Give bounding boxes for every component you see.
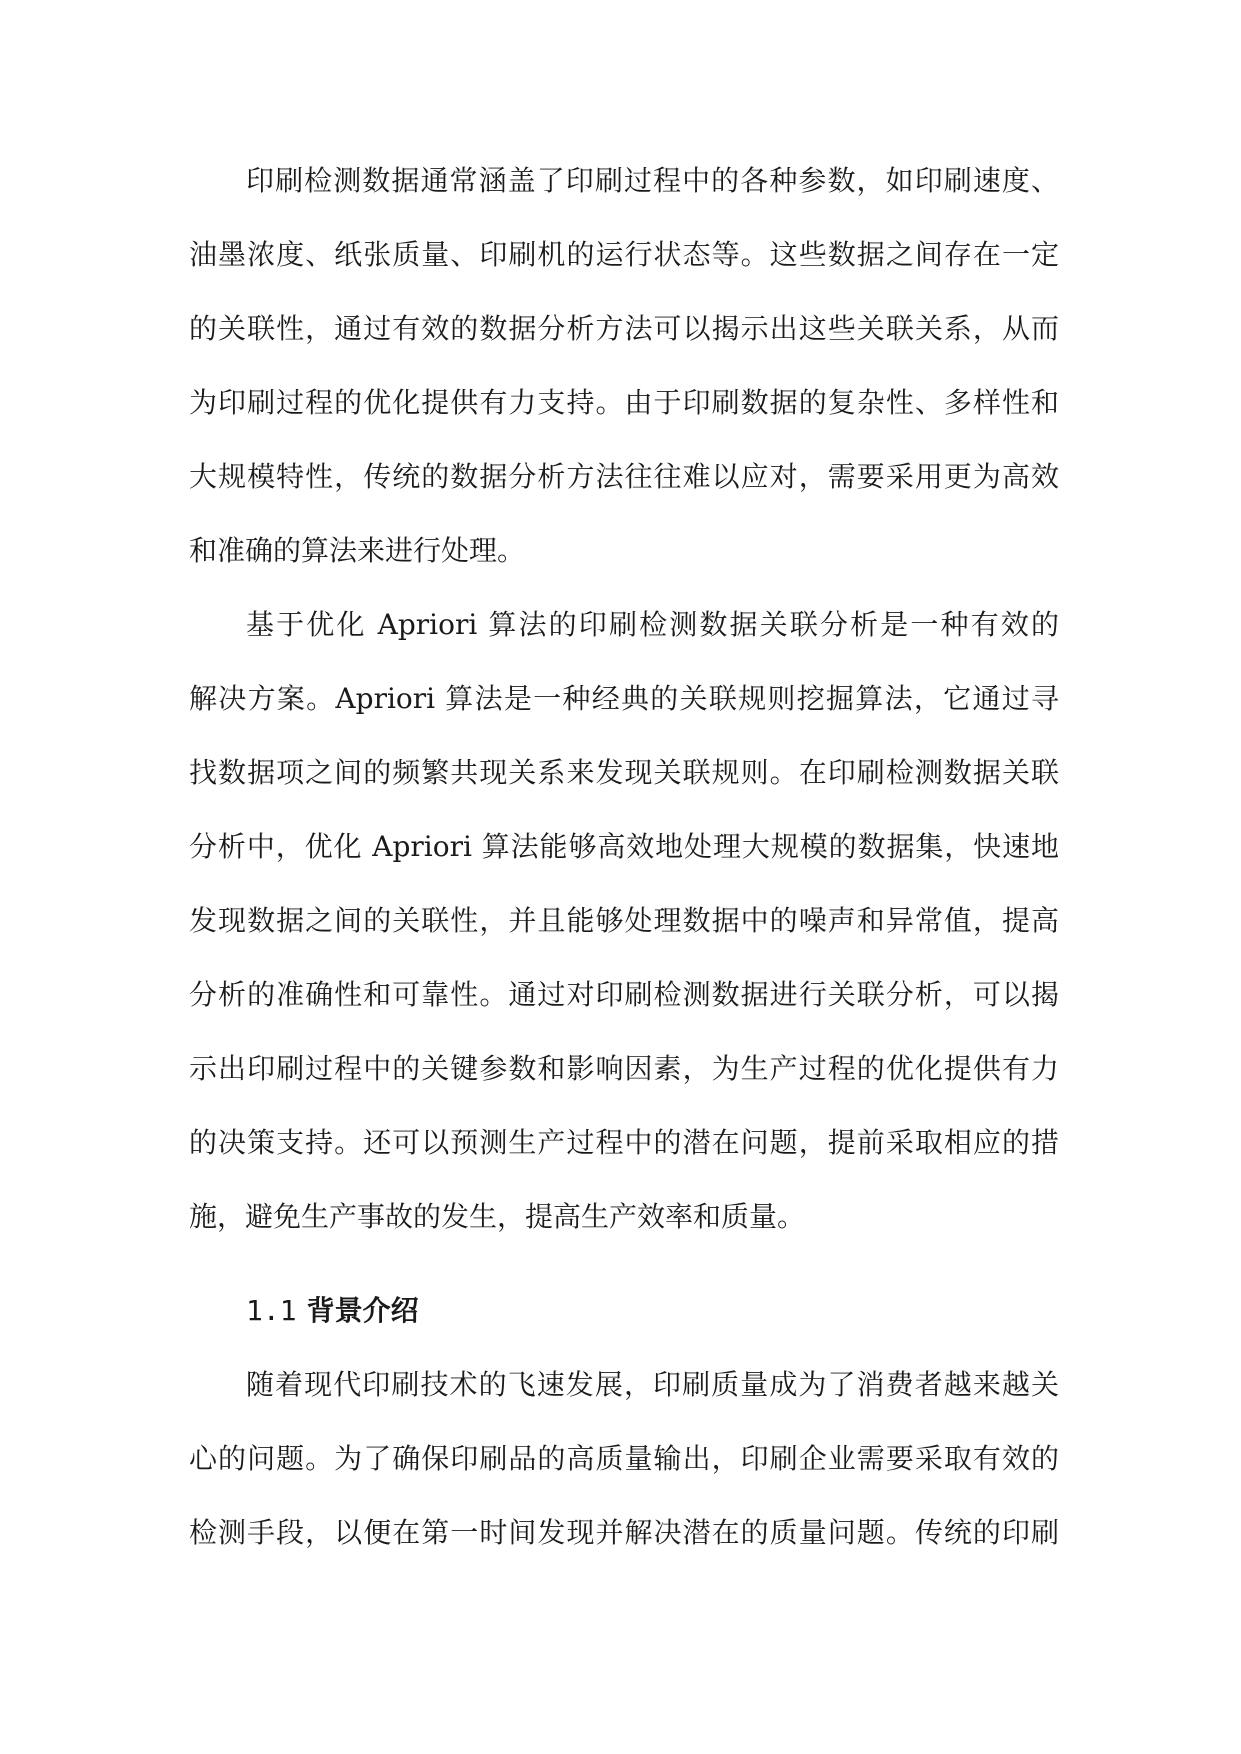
paragraph-2 [189,588,1059,1254]
paragraph-line: 和准确的算法来进行处理。 [189,534,526,567]
paragraph-line: 基于优化 Apriori 算法的印刷检测数据关联分析是一种有效的 [246,608,1059,641]
paragraph-line: 油墨浓度、纸张质量、印刷机的运行状态等。这些数据之间存在一定 [189,238,1059,271]
paragraph-line: 的决策支持。还可以预测生产过程中的潜在问题，提前采取相应的措 [189,1126,1059,1159]
paragraph-line: 示出印刷过程中的关键参数和影响因素，为生产过程的优化提供有力 [189,1052,1059,1085]
paragraph-line: 检测手段，以便在第一时间发现并解决潜在的质量问题。传统的印刷 [189,1516,1059,1549]
section-title: 背景介绍 [306,1294,419,1327]
document-body [189,144,1059,1570]
paragraph-1 [189,144,1059,588]
paragraph-line: 分析中，优化 Apriori 算法能够高效地处理大规模的数据集，快速地 [189,830,1059,863]
paragraph-line: 解决方案。Apriori 算法是一种经典的关联规则挖掘算法，它通过寻 [189,682,1059,715]
section-heading [189,1274,1059,1348]
paragraph-line: 大规模特性，传统的数据分析方法往往难以应对，需要采用更为高效 [189,460,1059,493]
paragraph-3 [189,1348,1059,1570]
paragraph-line: 分析的准确性和可靠性。通过对印刷检测数据进行关联分析，可以揭 [189,978,1059,1011]
paragraph-line: 印刷检测数据通常涵盖了印刷过程中的各种参数，如印刷速度、 [246,164,1059,197]
paragraph-line: 的关联性，通过有效的数据分析方法可以揭示出这些关联关系，从而 [189,312,1059,345]
section-number: 1.1 [246,1294,297,1327]
paragraph-line: 发现数据之间的关联性，并且能够处理数据中的噪声和异常值，提高 [189,904,1059,937]
paragraph-line: 为印刷过程的优化提供有力支持。由于印刷数据的复杂性、多样性和 [189,386,1059,419]
paragraph-line: 施，避免生产事故的发生，提高生产效率和质量。 [189,1200,806,1233]
paragraph-line: 心的问题。为了确保印刷品的高质量输出，印刷企业需要采取有效的 [189,1442,1059,1475]
paragraph-line: 随着现代印刷技术的飞速发展，印刷质量成为了消费者越来越关 [246,1368,1059,1401]
paragraph-line: 找数据项之间的频繁共现关系来发现关联规则。在印刷检测数据关联 [189,756,1059,789]
